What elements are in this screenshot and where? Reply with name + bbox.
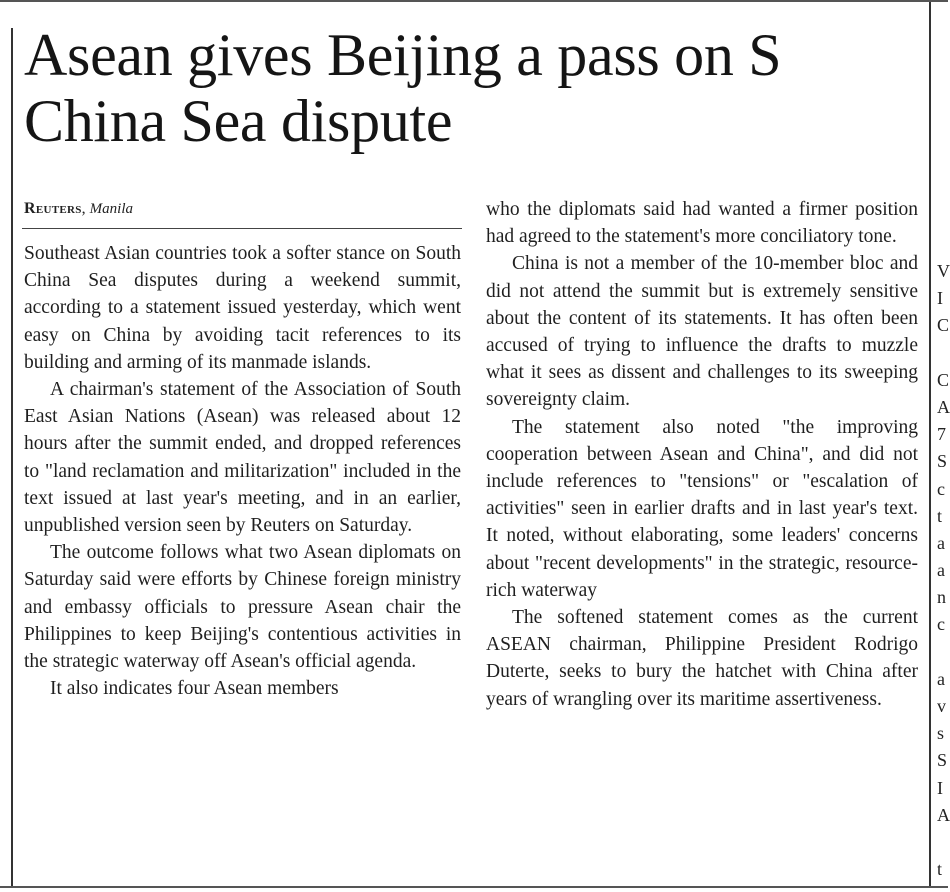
fragment-letter xyxy=(937,829,948,856)
left-column-rule xyxy=(11,28,13,886)
byline-agency: Reuters xyxy=(24,200,82,217)
fragment-letter: c xyxy=(937,478,945,499)
paragraph-6: The statement also noted "the improving cooperation between Asean and China", and did not include references to "tensions" or "escalation of activities" seen in earlier drafts and in last year's text. It noted, without elaborating, some leaders' concerns about "recent developments" in the strategic, resource-rich waterway xyxy=(486,416,918,601)
byline-divider xyxy=(22,228,462,229)
fragment-letter: A xyxy=(937,396,950,417)
bottom-border-rule xyxy=(0,886,948,888)
fragment-letter: v xyxy=(937,696,946,716)
byline-place: Manila xyxy=(89,201,134,217)
fragment-letter: a xyxy=(937,668,945,689)
fragment-letter: A xyxy=(937,804,950,825)
paragraph-4-continued: who the diplomats said had wanted a firmer position had agreed to the statement's more conciliatory tone. xyxy=(486,199,918,248)
right-column-rule xyxy=(929,2,931,886)
paragraph-2: A chairman's statement of the Association of South East Asian Nations (Asean) was released about 12 hours after the summit ended, and dropped references to "land reclamation and militarization" included in the text issued at last year's meeting, and in an earlier, unpublished version seen by Reuters on Saturday. xyxy=(24,379,461,537)
fragment-letter: 7 xyxy=(937,424,946,445)
fragment-letter xyxy=(937,639,948,666)
paragraph-1: Southeast Asian countries took a softer stance on South China Sea disputes during a weekend summit, according to a statement issued yesterday, which went easy on China by avoiding tacit references to its building and arming of its manmade islands. xyxy=(24,243,461,373)
fragment-letter: S xyxy=(937,451,948,472)
fragment-letter: C xyxy=(937,315,950,336)
fragment-letter: c xyxy=(937,614,945,635)
paragraph-4: It also indicates four Asean members xyxy=(50,678,339,700)
fragment-letter: s xyxy=(937,723,945,744)
article-headline: Asean gives Beijing a pass on S China Sea dispute xyxy=(24,22,782,154)
article-column-1 xyxy=(24,240,461,702)
fragment-letter: n xyxy=(937,587,946,608)
fragment-letter: C xyxy=(937,369,950,390)
fragment-letter: t xyxy=(937,859,943,880)
fragment-letter: V xyxy=(937,261,950,281)
paragraph-3: The outcome follows what two Asean diplomats on Saturday said were efforts by Chinese foreign ministry and embassy officials to pressure Asean chair the Philippines to keep Beijing's contentious activities in the strategic waterway off Asean's official agenda. xyxy=(24,542,461,673)
byline-separator: , xyxy=(81,200,90,217)
fragment-letter: a xyxy=(937,560,945,581)
fragment-letter: I xyxy=(937,777,943,798)
article-byline xyxy=(24,200,133,218)
fragment-letter: S xyxy=(937,750,948,771)
paragraph-7: The softened statement comes as the current ASEAN chairman, Philippine President Rodrigo Duterte, seeks to bury the hatchet with China after years of wrangling over its maritime assertiveness. xyxy=(486,607,918,710)
article-column-2 xyxy=(486,196,918,713)
top-border-rule xyxy=(0,0,948,2)
paragraph-5: China is not a member of the 10-member bloc and did not attend the summit but is extremely sensitive about the content of its statements. It has often been accused of trying to influence the drafts to muzzle what it sees as dissent and challenges to its sweeping sovereignty claim. xyxy=(486,253,918,411)
fragment-letter: t xyxy=(937,505,943,526)
fragment-letter: I xyxy=(937,288,943,309)
fragment-letter: a xyxy=(937,532,945,553)
adjacent-column-fragment xyxy=(937,258,948,883)
fragment-letter xyxy=(937,340,948,367)
